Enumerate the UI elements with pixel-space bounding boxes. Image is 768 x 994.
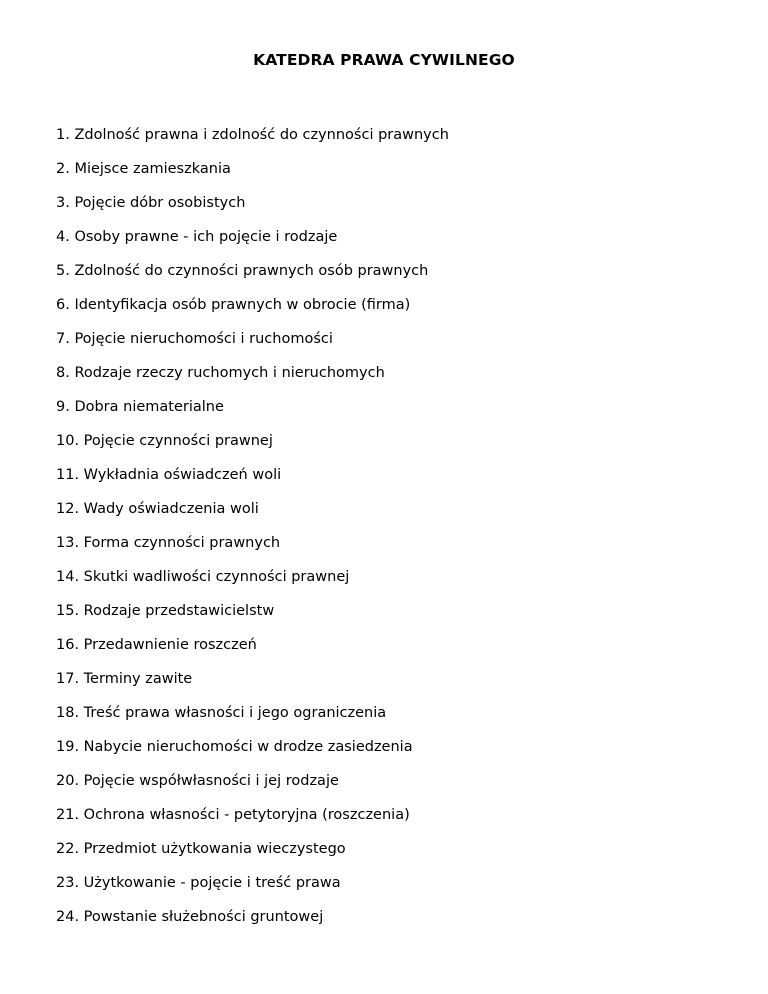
list-item: 17. Terminy zawite bbox=[56, 671, 193, 687]
list-item: 19. Nabycie nieruchomości w drodze zasiedzenia bbox=[56, 739, 413, 755]
list-item: 9. Dobra niematerialne bbox=[56, 399, 224, 415]
list-item: 3. Pojęcie dóbr osobistych bbox=[56, 195, 246, 211]
list-item: 5. Zdolność do czynności prawnych osób prawnych bbox=[56, 263, 429, 279]
list-item: 8. Rodzaje rzeczy ruchomych i nieruchomych bbox=[56, 365, 385, 381]
list-item: 21. Ochrona własności - petytoryjna (roszczenia) bbox=[56, 807, 410, 823]
list-item: 11. Wykładnia oświadczeń woli bbox=[56, 467, 282, 483]
list-item: 18. Treść prawa własności i jego ograniczenia bbox=[56, 705, 387, 721]
list-item: 7. Pojęcie nieruchomości i ruchomości bbox=[56, 331, 333, 347]
list-item: 6. Identyfikacja osób prawnych w obrocie (firma) bbox=[56, 297, 411, 313]
list-item: 15. Rodzaje przedstawicielstw bbox=[56, 603, 275, 619]
list-item: 12. Wady oświadczenia woli bbox=[56, 501, 259, 517]
list-item: 23. Użytkowanie - pojęcie i treść prawa bbox=[56, 875, 341, 891]
list-item: 16. Przedawnienie roszczeń bbox=[56, 637, 257, 653]
list-item: 14. Skutki wadliwości czynności prawnej bbox=[56, 569, 350, 585]
list-item: 2. Miejsce zamieszkania bbox=[56, 161, 231, 177]
list-item: 22. Przedmiot użytkowania wieczystego bbox=[56, 841, 346, 857]
page-title: KATEDRA PRAWA CYWILNEGO bbox=[253, 51, 515, 69]
list-item: 1. Zdolność prawna i zdolność do czynności prawnych bbox=[56, 127, 449, 143]
list-item: 10. Pojęcie czynności prawnej bbox=[56, 433, 273, 449]
list-item: 24. Powstanie służebności gruntowej bbox=[56, 909, 324, 925]
list-item: 20. Pojęcie współwłasności i jej rodzaje bbox=[56, 773, 339, 789]
list-item: 4. Osoby prawne - ich pojęcie i rodzaje bbox=[56, 229, 338, 245]
list-item: 13. Forma czynności prawnych bbox=[56, 535, 281, 551]
topic-list bbox=[56, 124, 728, 940]
